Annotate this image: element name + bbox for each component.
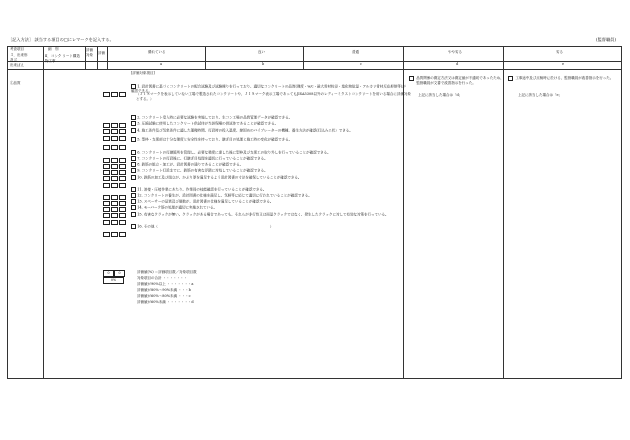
section-title: [評価対象項目] bbox=[131, 71, 155, 75]
item-checkbox[interactable] bbox=[131, 137, 136, 142]
grading-line-4: 評価値が60%～80%未満 ・・・c bbox=[137, 294, 191, 298]
item-checkbox[interactable] bbox=[131, 115, 136, 120]
col-target-label: 評価対象 bbox=[86, 48, 93, 57]
grade-d-text-body: 品質関係の測定方法又は測定値が不適切であったため、監督職員が文書で改善指示を行った。 bbox=[416, 76, 504, 85]
col-detail-sub: Ⅱ．コンク リート構造物工事 bbox=[45, 54, 80, 63]
item-checkbox[interactable] bbox=[131, 168, 136, 173]
col-detail-label: 細 別 bbox=[48, 47, 59, 51]
grade-e-text: 劣る bbox=[556, 50, 563, 54]
grade-e-checkbox[interactable] bbox=[508, 76, 513, 81]
tick-box[interactable] bbox=[119, 92, 126, 97]
letter-b-cell bbox=[206, 62, 304, 70]
item-text: 6. コンクリートの打継箇所を管理し、必要な強度に達した後に型枠及び支保工の取り外しを行っていることが確認できる。 bbox=[137, 150, 331, 155]
col-item-sub3: 出来ばえ bbox=[10, 63, 24, 67]
left-label: ①品質 bbox=[10, 81, 21, 85]
item-text: 9. コンクリート打設までに、鉄筋の有害な浮錆に対処していることが確認できる。 bbox=[137, 168, 268, 173]
evaluation-item bbox=[131, 187, 266, 192]
item-checkbox[interactable] bbox=[131, 187, 136, 192]
tick-box[interactable] bbox=[119, 232, 126, 237]
grade-d-block bbox=[409, 76, 504, 85]
item-text: 4. 施工条件及び気象条件に適した運搬時間、打設時の投入温度、締固めのバイブレーターの機種、養生方法が確認(打込みエ状）できる。 bbox=[137, 128, 353, 133]
item-text: 16. その他（ ） bbox=[137, 224, 274, 229]
letter-b: b bbox=[262, 62, 265, 66]
item-checkbox[interactable] bbox=[131, 193, 136, 198]
evaluation-item bbox=[131, 121, 278, 126]
grade-cell-3: 0% bbox=[103, 277, 124, 284]
grade-b-header bbox=[206, 47, 304, 62]
instruction-text: ［記入方法］ 該当する項目の□にレマークを記入する。 bbox=[8, 37, 114, 42]
item-checkbox[interactable] bbox=[131, 199, 136, 204]
evaluation-boxes bbox=[103, 84, 127, 103]
item-checkbox[interactable] bbox=[131, 128, 136, 133]
evaluation-item bbox=[131, 168, 268, 173]
letter-d-cell bbox=[404, 62, 504, 70]
evaluation-item bbox=[131, 115, 292, 120]
tick-box[interactable] bbox=[111, 232, 118, 237]
item-text: 15. 有害なクラックが無い。クラックがある場合であっても、それらが非行性又は雨量クラックではなく、発生したクラックに対して有効な対策を行っている。 bbox=[137, 212, 389, 217]
grade-d-footer: 上記に該当した場合は「d」 bbox=[418, 93, 463, 97]
evaluation-item bbox=[131, 224, 273, 229]
col-item-sub1: ３．出来形 bbox=[10, 53, 28, 57]
item-checkbox[interactable] bbox=[131, 121, 136, 126]
evaluation-item bbox=[131, 205, 217, 210]
item-text: 3. 圧縮試験に使用したコンクリート供試体が当該現場の供試体であることが確認できる。 bbox=[137, 121, 279, 126]
supervisor-label: (監督職員) bbox=[595, 37, 616, 42]
evaluation-boxes bbox=[103, 224, 127, 243]
grading-line-1: 対象項目の合計 ・・・・・・・ bbox=[137, 276, 188, 280]
evaluation-item bbox=[131, 212, 388, 217]
evaluation-item bbox=[136, 92, 412, 101]
grading-cells bbox=[103, 270, 125, 284]
grading-line-3: 評価値が80%～90%未満 ・・・b bbox=[137, 288, 191, 292]
letter-a: a bbox=[160, 62, 163, 66]
item-text: 5. 型枠・支保部は十分な強度と安全性を持っており、継ぎ目の処理と施工時の変化が確認できる。 bbox=[137, 137, 293, 142]
item-text: 12. コンクリートの養生が、設計図書の仕様を満足し、気候等に応じて適切に行われていることが確認できる。 bbox=[137, 193, 312, 198]
item-text: （ＪＩＳマークを表示していない工場で製造されたコンクリートや、ＪＩＳマーク表示工場であってもJISA5308以外のレディーミクストコンクリートを用いる場合に評価対象とする。） bbox=[136, 92, 411, 101]
letter-c: c bbox=[360, 62, 362, 66]
evaluation-item bbox=[131, 137, 292, 142]
col-grade-label: 評価 bbox=[98, 51, 105, 55]
grade-d-cell bbox=[404, 70, 504, 379]
grade-a-text: 優れている bbox=[148, 50, 166, 54]
grade-e-text-body: 工事途中及び点検時に於ける、監督職員が改善指示を行った。 bbox=[515, 76, 614, 80]
grade-cell-1: 0 bbox=[103, 270, 114, 277]
item-checkbox[interactable] bbox=[131, 224, 136, 229]
item-checkbox[interactable] bbox=[131, 205, 136, 210]
evaluation-item bbox=[131, 156, 268, 161]
tick-box[interactable] bbox=[103, 92, 110, 97]
grade-cell-2: 0 bbox=[114, 270, 125, 277]
item-checkbox[interactable] bbox=[131, 150, 136, 155]
evaluation-item bbox=[131, 128, 353, 133]
grading-line-5: 評価値が60%未満 ・・・・・・・d bbox=[137, 300, 194, 304]
col-item-sub2: 及び bbox=[10, 58, 17, 62]
col-item-label: 考査項目 bbox=[10, 47, 24, 51]
grading-line-2: 評価値が90%以上 ・・・・・・・a bbox=[137, 282, 194, 286]
evaluation-item bbox=[131, 193, 312, 198]
grade-d-checkbox[interactable] bbox=[409, 76, 414, 81]
letter-a-cell bbox=[108, 62, 206, 70]
item-text: 7. コンクリートの打設後に、打継ぎ目処理を適切に行っていることが確認できる。 bbox=[137, 156, 268, 161]
item-text: 8. 鉄筋の組立・加工が、設計図書の通りであることが確認できる。 bbox=[137, 162, 244, 167]
letter-e: e bbox=[562, 62, 565, 66]
item-text: 13. スペーサーの品質及び個数が、設計図書の仕様を満足していることが確認できる。 bbox=[137, 199, 274, 204]
item-text: 11. 溶接・圧接作業にあたり、作業員の技能確認を行っていることが確認できる。 bbox=[137, 187, 267, 192]
tick-box[interactable] bbox=[103, 232, 110, 237]
item-text: 10. 鉄筋の加工及び組立が、かぶり厚を満足するよう設計図書の寸法を確保していることが確認できる。 bbox=[137, 175, 302, 180]
evaluation-item bbox=[131, 175, 301, 180]
letter-d: d bbox=[456, 62, 459, 66]
grade-e-block bbox=[508, 76, 619, 81]
item-text: 2. コンクリート受入時に必要な試験を実施しており、生コン工場の品質管理データが確認できる。 bbox=[137, 115, 293, 120]
grading-header: 評価値(%) ＝評価項目数／対象項目数 bbox=[137, 270, 197, 274]
grade-b-text: 良い bbox=[258, 50, 265, 54]
grade-e-cell bbox=[504, 70, 622, 379]
tick-box[interactable] bbox=[111, 92, 118, 97]
letter-c-cell bbox=[304, 62, 404, 70]
item-checkbox[interactable] bbox=[131, 212, 136, 217]
grade-c-text: 普通 bbox=[352, 50, 359, 54]
item-text: 14. モーバーク筋の処理が適切に実施されている。 bbox=[137, 205, 218, 210]
evaluation-item bbox=[131, 162, 243, 167]
evaluation-item bbox=[131, 150, 331, 155]
item-checkbox[interactable] bbox=[131, 156, 136, 161]
item-checkbox[interactable] bbox=[131, 162, 136, 167]
left-label-cell bbox=[8, 70, 44, 379]
grade-e-footer: 上記に該当した場合は「e」 bbox=[518, 93, 563, 97]
item-checkbox[interactable] bbox=[131, 175, 136, 180]
item-text: 1. 設計図書に基づくコンクリートの配合試験及び試験練りを行っており、適切なコンクリートの品質(強度・w/c・最大骨材粒径・塩化物総量・アルカリ骨材反応抑制等)が確認できる。 bbox=[131, 84, 406, 94]
evaluation-item bbox=[131, 199, 273, 204]
grade-d-text: やや劣る bbox=[448, 50, 462, 54]
